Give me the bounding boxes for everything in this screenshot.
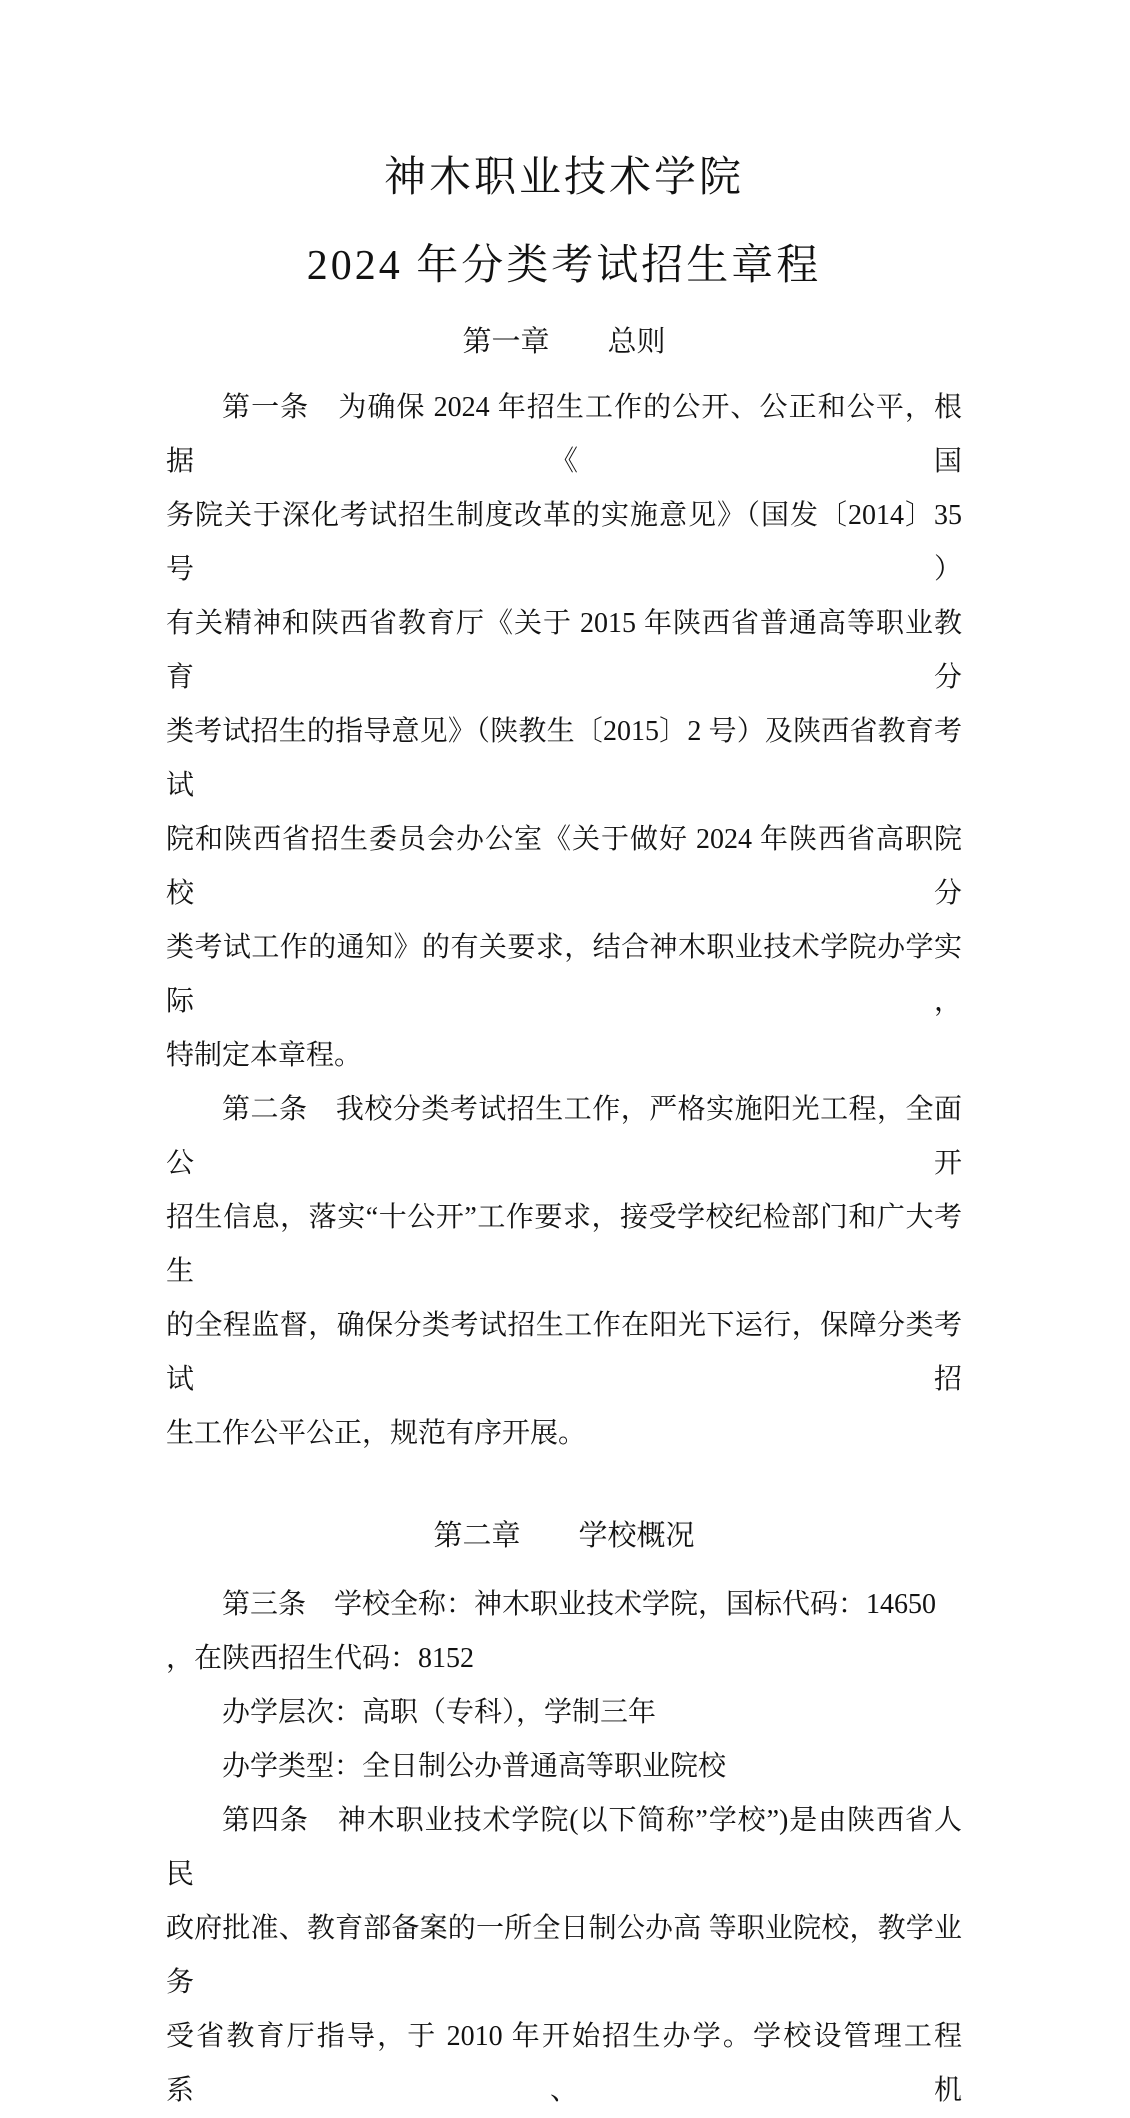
body-line: 院和陕西省招生委员会办公室《关于做好 2024 年陕西省高职院校分 [166, 824, 962, 909]
body-line: 类考试招生的指导意见》（陕教生〔2015〕2 号）及陕西省教育考试 [166, 716, 962, 801]
body-line: 特制定本章程。 [166, 1040, 363, 1071]
body-line: 第二条 我校分类考试招生工作，严格实施阳光工程，全面公开 [166, 1094, 962, 1179]
body-line: ，在陕西招生代码：8152 [166, 1643, 475, 1674]
body-line: 务院关于深化考试招生制度改革的实施意见》（国发〔2014〕35 号） [166, 500, 962, 585]
body-line: 有关精神和陕西省教育厅《关于 2015 年陕西省普通高等职业教育分 [166, 608, 962, 693]
body-line: 第一条 为确保 2024 年招生工作的公开、公正和公平，根据《国 [166, 392, 962, 477]
body-line: 的全程监督，确保分类考试招生工作在阳光下运行，保障分类考试招 [166, 1310, 962, 1395]
chapter-1-heading: 第一章 总则 [462, 326, 666, 358]
body-line: 生工作公平公正，规范有序开展。 [166, 1418, 587, 1449]
body-line: 类考试工作的通知》的有关要求，结合神木职业技术学院办学实际， [166, 932, 962, 1017]
body-line: 办学类型：全日制公办普通高等职业院校 [222, 1751, 727, 1782]
body-line: 政府批准、教育部备案的一所全日制公办高 等职业院校，教学业务 [166, 1913, 962, 1998]
document-title: 神木职业技术学院 [383, 155, 744, 201]
chapter-2-heading: 第二章 学校概况 [433, 1520, 695, 1552]
body-line: 第三条 学校全称：神木职业技术学院，国标代码：14650 [222, 1589, 937, 1620]
document-subtitle: 2024 年分类考试招生章程 [306, 243, 822, 289]
body-line: 受省教育厅指导，于 2010 年开始招生办学。学校设管理工程系、机 [166, 2021, 962, 2106]
chapter-2-body [166, 1578, 962, 2118]
chapter-1-body [166, 381, 962, 1461]
body-line: 第四条 神木职业技术学院(以下简称”学校”)是由陕西省人民 [166, 1805, 962, 1890]
body-line: 办学层次：高职（专科），学制三年 [222, 1697, 657, 1728]
body-line: 招生信息，落实“十公开”工作要求，接受学校纪检部门和广大考生 [166, 1202, 962, 1287]
